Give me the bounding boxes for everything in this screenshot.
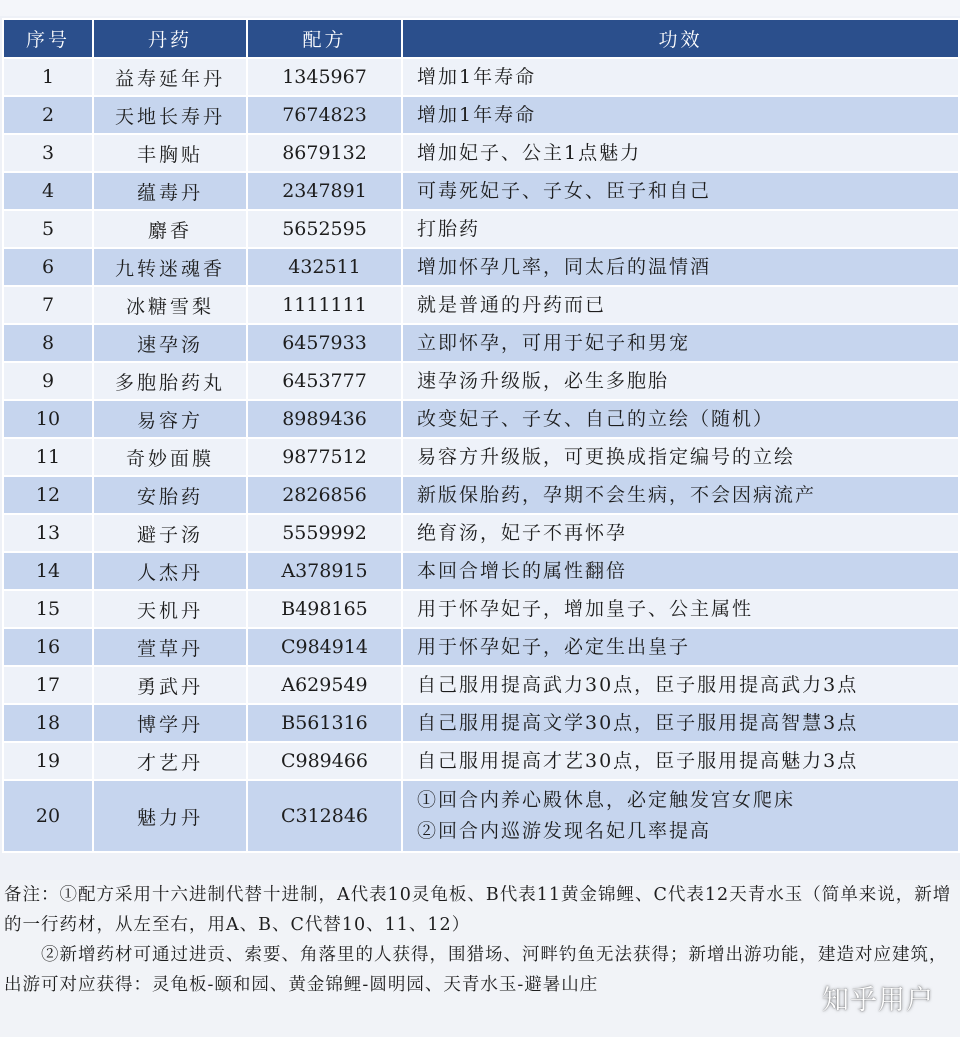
row-effect-line: 打胎药 xyxy=(417,217,481,240)
row-formula: 5559992 xyxy=(247,514,402,552)
row-no: 2 xyxy=(3,96,93,134)
row-effect-line: 就是普通的丹药而已 xyxy=(417,293,607,316)
row-effect-line: 用于怀孕妃子，必定生出皇子 xyxy=(417,635,691,658)
row-effect xyxy=(402,286,959,324)
row-no: 18 xyxy=(3,704,93,742)
row-name: 多胞胎药丸 xyxy=(93,362,247,400)
row-effect-line: 新版保胎药，孕期不会生病，不会因病流产 xyxy=(417,483,817,506)
row-name: 天地长寿丹 xyxy=(93,96,247,134)
row-effect xyxy=(402,324,959,362)
cropped-title-strip xyxy=(0,0,960,16)
table-row xyxy=(3,134,959,172)
table-row xyxy=(3,248,959,286)
header-no: 序号 xyxy=(3,19,93,58)
notes-section xyxy=(0,880,960,1037)
table-row xyxy=(3,514,959,552)
row-no: 9 xyxy=(3,362,93,400)
row-effect xyxy=(402,58,959,96)
row-effect xyxy=(402,400,959,438)
row-effect-line: 增加1年寿命 xyxy=(417,65,537,88)
row-formula: B561316 xyxy=(247,704,402,742)
header-effect: 功效 xyxy=(402,19,959,58)
row-name: 易容方 xyxy=(93,400,247,438)
row-name: 才艺丹 xyxy=(93,742,247,780)
row-no: 19 xyxy=(3,742,93,780)
row-effect xyxy=(402,780,959,852)
note-1: 备注：①配方采用十六进制代替十进制，A代表10灵龟板、B代表11黄金锦鲤、C代表12天青水玉（简单来说，新增的一行药材，从左至右，用A、B、C代替10、11、12） xyxy=(4,885,952,935)
row-formula: 1345967 xyxy=(247,58,402,96)
row-no: 15 xyxy=(3,590,93,628)
row-formula: 1111111 xyxy=(247,286,402,324)
table-row xyxy=(3,362,959,400)
row-no: 12 xyxy=(3,476,93,514)
table-row xyxy=(3,780,959,852)
header-formula: 配方 xyxy=(247,19,402,58)
row-no: 11 xyxy=(3,438,93,476)
row-name: 避子汤 xyxy=(93,514,247,552)
table-row xyxy=(3,58,959,96)
row-effect xyxy=(402,552,959,590)
row-formula: 2826856 xyxy=(247,476,402,514)
row-effect xyxy=(402,666,959,704)
row-effect-line: 易容方升级版，可更换成指定编号的立绘 xyxy=(417,445,796,468)
row-name: 冰糖雪梨 xyxy=(93,286,247,324)
row-name: 奇妙面膜 xyxy=(93,438,247,476)
row-effect-line: 增加1年寿命 xyxy=(417,103,537,126)
row-no: 4 xyxy=(3,172,93,210)
row-name: 勇武丹 xyxy=(93,666,247,704)
row-name: 安胎药 xyxy=(93,476,247,514)
row-formula: 6457933 xyxy=(247,324,402,362)
row-formula: 7674823 xyxy=(247,96,402,134)
table-row xyxy=(3,476,959,514)
row-name: 萱草丹 xyxy=(93,628,247,666)
row-name: 速孕汤 xyxy=(93,324,247,362)
table-row xyxy=(3,438,959,476)
row-name: 魅力丹 xyxy=(93,780,247,852)
table-row xyxy=(3,666,959,704)
table-row xyxy=(3,400,959,438)
table-row xyxy=(3,96,959,134)
row-effect xyxy=(402,134,959,172)
table-row xyxy=(3,590,959,628)
table-row xyxy=(3,324,959,362)
row-effect xyxy=(402,172,959,210)
row-formula: 9877512 xyxy=(247,438,402,476)
row-effect-line: 可毒死妃子、子女、臣子和自己 xyxy=(417,179,712,202)
row-effect-line: 用于怀孕妃子，增加皇子、公主属性 xyxy=(417,597,754,620)
table-row xyxy=(3,210,959,248)
row-effect xyxy=(402,590,959,628)
row-no: 14 xyxy=(3,552,93,590)
table-row xyxy=(3,742,959,780)
table-row xyxy=(3,628,959,666)
row-effect-line: 本回合增长的属性翻倍 xyxy=(417,559,628,582)
row-no: 20 xyxy=(3,780,93,852)
row-formula: 8989436 xyxy=(247,400,402,438)
row-formula: 6453777 xyxy=(247,362,402,400)
row-effect-line: 改变妃子、子女、自己的立绘（随机） xyxy=(417,407,775,430)
table-header-row xyxy=(3,19,959,58)
row-no: 6 xyxy=(3,248,93,286)
recipe-table xyxy=(2,18,960,853)
row-effect-line: 增加怀孕几率，同太后的温情酒 xyxy=(417,255,712,278)
table-row xyxy=(3,704,959,742)
row-formula: 8679132 xyxy=(247,134,402,172)
row-no: 5 xyxy=(3,210,93,248)
header-name: 丹药 xyxy=(93,19,247,58)
row-name: 九转迷魂香 xyxy=(93,248,247,286)
row-name: 天机丹 xyxy=(93,590,247,628)
row-name: 博学丹 xyxy=(93,704,247,742)
row-no: 8 xyxy=(3,324,93,362)
row-name: 益寿延年丹 xyxy=(93,58,247,96)
row-formula: 5652595 xyxy=(247,210,402,248)
row-no: 13 xyxy=(3,514,93,552)
row-effect xyxy=(402,476,959,514)
row-formula: C312846 xyxy=(247,780,402,852)
row-name: 蕴毒丹 xyxy=(93,172,247,210)
row-effect-line: 速孕汤升级版，必生多胞胎 xyxy=(417,369,670,392)
row-effect-line: 自己服用提高武力30点，臣子服用提高武力3点 xyxy=(417,673,859,696)
row-no: 7 xyxy=(3,286,93,324)
row-formula: B498165 xyxy=(247,590,402,628)
row-formula: A629549 xyxy=(247,666,402,704)
row-effect-line: 自己服用提高才艺30点，臣子服用提高魅力3点 xyxy=(417,749,859,772)
row-no: 1 xyxy=(3,58,93,96)
watermark: 知乎用户 xyxy=(822,985,934,1016)
row-effect xyxy=(402,210,959,248)
row-effect-line: 绝育汤，妃子不再怀孕 xyxy=(417,521,628,544)
row-effect xyxy=(402,248,959,286)
row-name: 麝香 xyxy=(93,210,247,248)
note-2: ②新增药材可通过进贡、索要、角落里的人获得，围猎场、河畔钓鱼无法获得；新增出游功能，建造对应建筑，出游可对应获得：灵龟板-颐和园、黄金锦鲤-圆明园、天青水玉-避暑山庄 xyxy=(4,945,948,995)
row-no: 17 xyxy=(3,666,93,704)
table-body xyxy=(3,58,959,852)
row-effect xyxy=(402,438,959,476)
row-formula: C989466 xyxy=(247,742,402,780)
row-effect-line: ①回合内养心殿休息，必定触发宫女爬床 xyxy=(417,789,796,811)
table-row xyxy=(3,552,959,590)
row-effect-line: 增加妃子、公主1点魅力 xyxy=(417,141,642,164)
row-formula: 2347891 xyxy=(247,172,402,210)
row-formula: C984914 xyxy=(247,628,402,666)
row-name: 丰胸贴 xyxy=(93,134,247,172)
row-formula: 432511 xyxy=(247,248,402,286)
row-effect-line: 自己服用提高文学30点，臣子服用提高智慧3点 xyxy=(417,711,859,734)
row-effect-line: ②回合内巡游发现名妃几率提高 xyxy=(417,820,712,842)
row-effect xyxy=(402,704,959,742)
table-row xyxy=(3,286,959,324)
row-effect xyxy=(402,96,959,134)
row-effect xyxy=(402,742,959,780)
row-effect xyxy=(402,362,959,400)
row-effect xyxy=(402,628,959,666)
row-name: 人杰丹 xyxy=(93,552,247,590)
row-no: 16 xyxy=(3,628,93,666)
row-effect xyxy=(402,514,959,552)
row-formula: A378915 xyxy=(247,552,402,590)
table-row xyxy=(3,172,959,210)
row-no: 3 xyxy=(3,134,93,172)
row-effect-line: 立即怀孕，可用于妃子和男宠 xyxy=(417,331,691,354)
row-no: 10 xyxy=(3,400,93,438)
